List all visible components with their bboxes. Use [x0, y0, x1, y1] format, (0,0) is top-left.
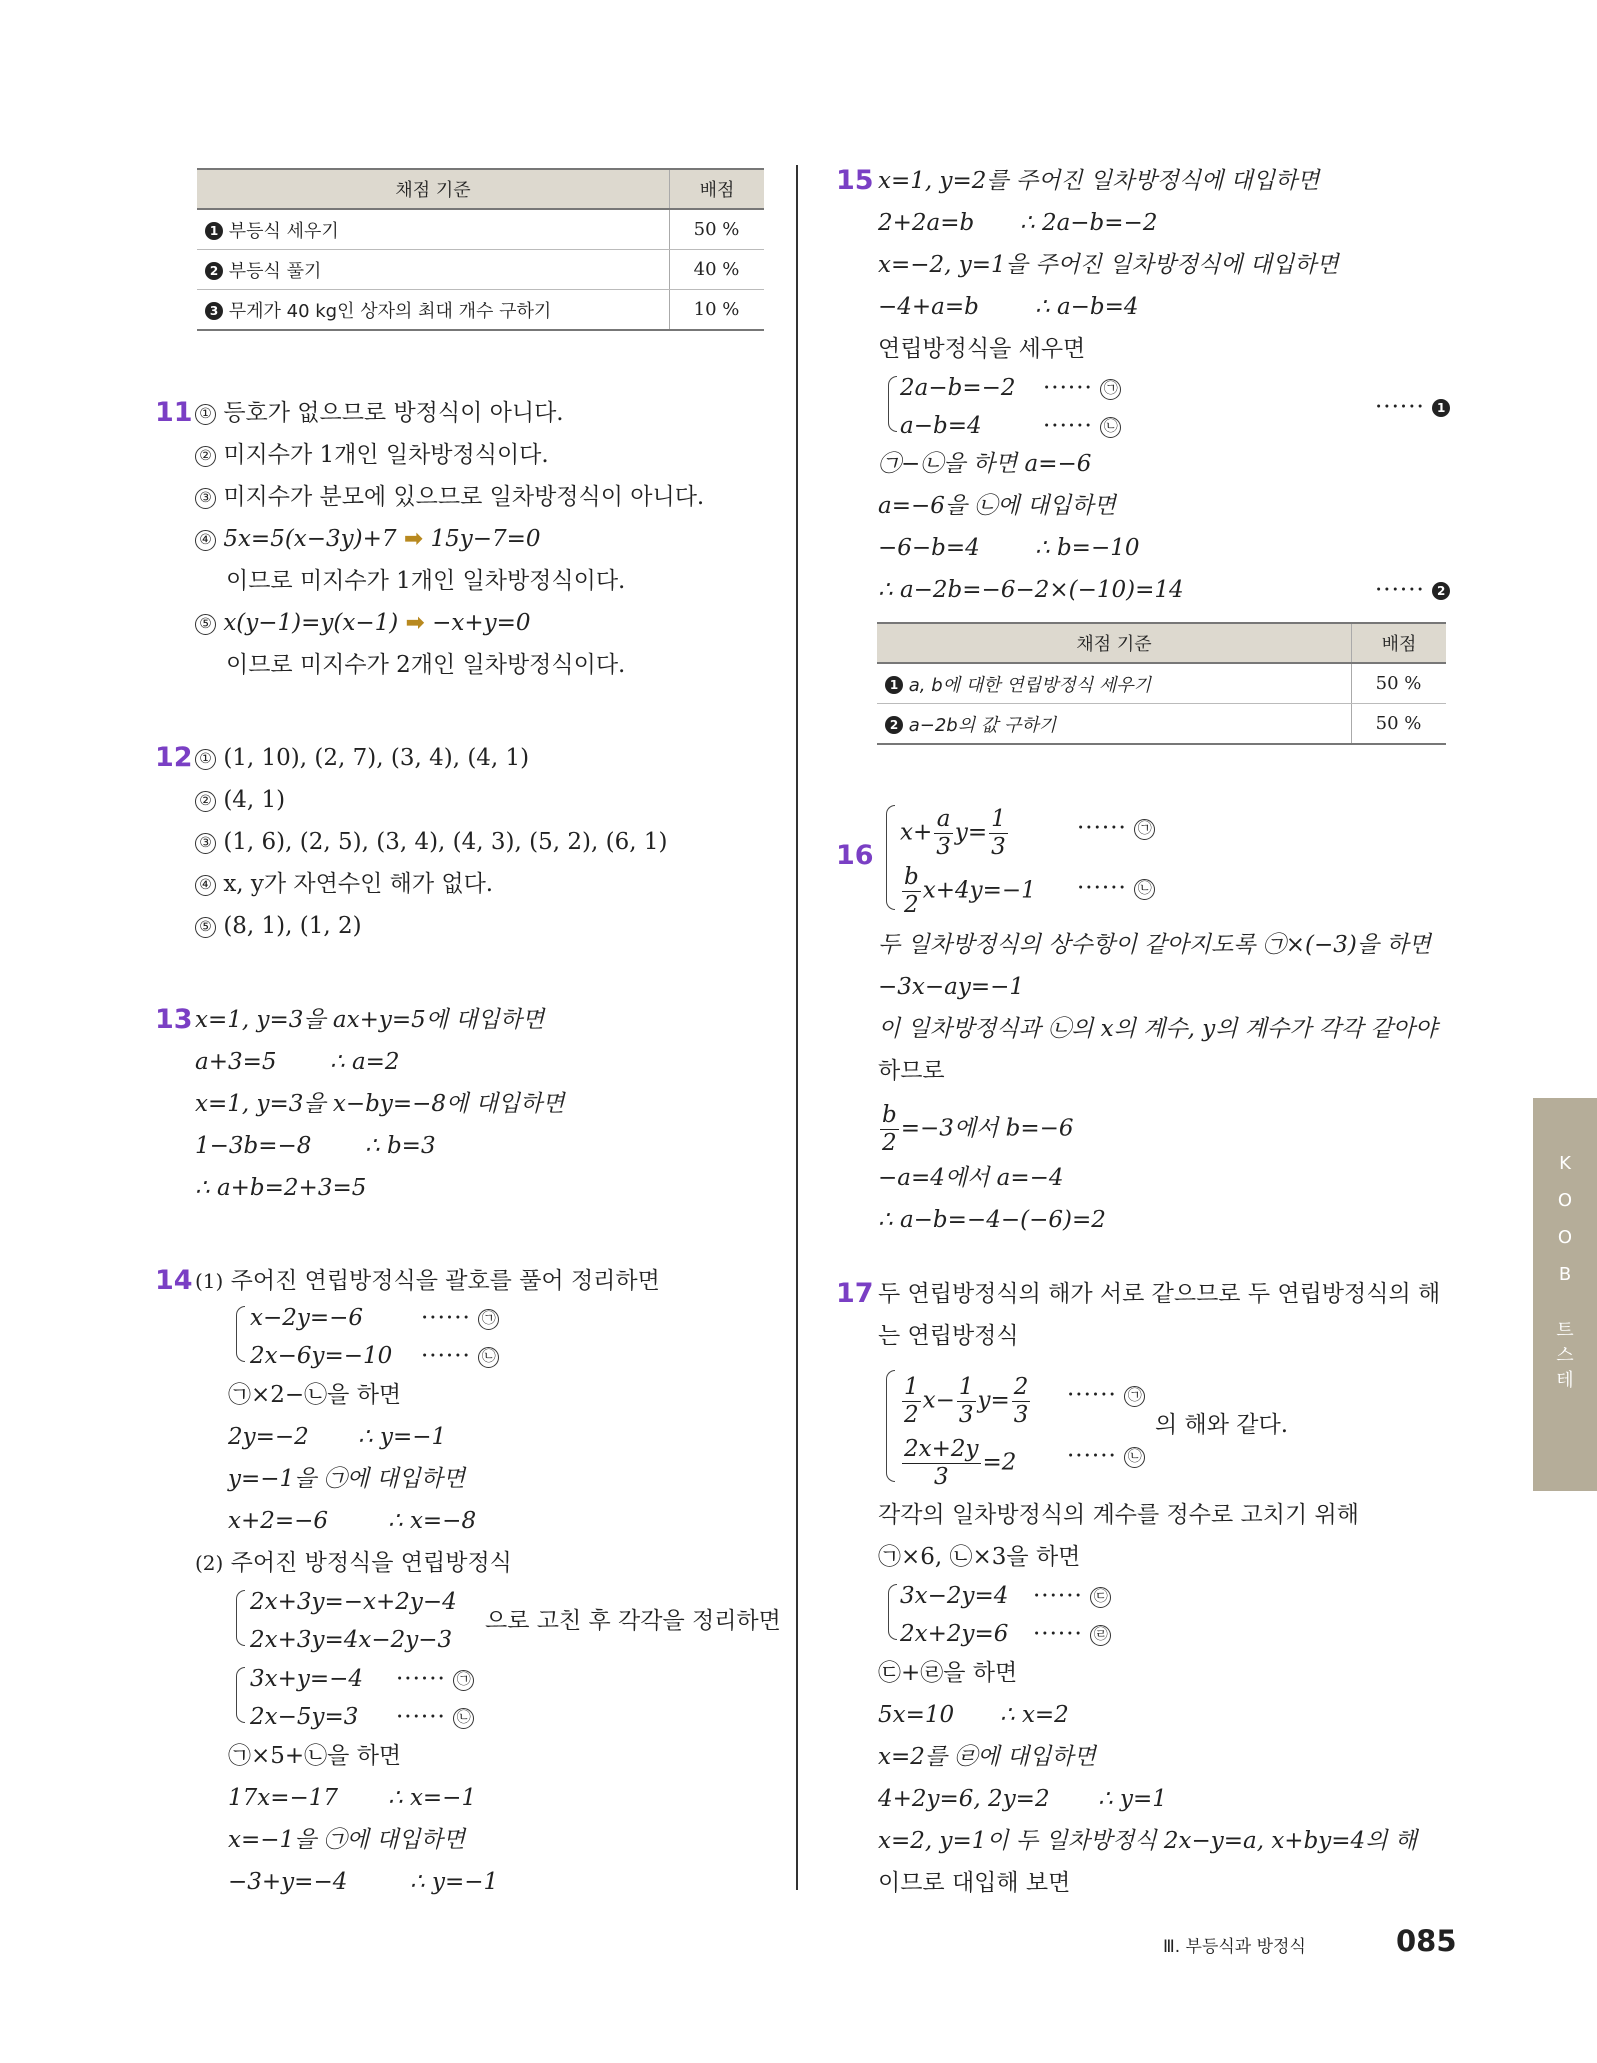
- criteria-label: 부등식 세우기: [228, 220, 339, 242]
- q17-line-2: 는 연립방정식: [878, 1323, 1019, 1349]
- step-marker: 1: [205, 222, 223, 240]
- q13-line-3: x=1, y=3을 x−by=−8에 대입하면: [195, 1091, 565, 1117]
- q12-line-2: ② (4, 1): [195, 785, 285, 815]
- q17-line-6: ㉢+㉣을 하면: [878, 1660, 1018, 1686]
- q17-line-10: x=2, y=1이 두 일차방정식 2x−y=a, x+by=4의 해: [878, 1828, 1417, 1854]
- tab-letter: 테: [1556, 1370, 1574, 1391]
- q15-line-9: ∴ a−2b=−6−2×(−10)=14: [878, 577, 1184, 603]
- q14-eq-4: 2x+3y=4x−2y−3: [250, 1627, 453, 1653]
- equation-brace: [888, 376, 897, 432]
- q17-eq-4-tag: ······ ㉣: [1033, 1619, 1111, 1649]
- table-row: [197, 209, 764, 250]
- side-tab: [1533, 1098, 1597, 1491]
- q16-line-6: −a=4에서 a=−4: [878, 1165, 1064, 1191]
- equation-brace: [888, 1584, 897, 1640]
- q14-eq-1-tag: ······ ㉠: [421, 1303, 499, 1333]
- q12-line-4: ④ x, y가 자연수인 해가 없다.: [195, 869, 493, 899]
- q13-line-2a: a+3=5: [195, 1049, 277, 1075]
- q14-line-2: ㉠×2−㉡을 하면: [228, 1382, 402, 1408]
- q17-line-3: 의 해와 같다.: [1155, 1412, 1289, 1438]
- q14-eq-5: 3x+y=−4: [250, 1666, 364, 1692]
- q13-line-5: ∴ a+b=2+3=5: [195, 1175, 367, 1201]
- q13-line-2b: ∴ a=2: [330, 1049, 400, 1075]
- problem-number-16: 16: [836, 840, 874, 871]
- q13-line-4b: ∴ b=3: [365, 1133, 436, 1159]
- step-mark-1: ······ 1: [1375, 392, 1450, 422]
- q13-line-4a: 1−3b=−8: [195, 1133, 312, 1159]
- q14-line-11b: ∴ y=−1: [410, 1869, 499, 1895]
- q14-line-11a: −3+y=−4: [228, 1869, 348, 1895]
- problem-number-11: 11: [155, 397, 193, 428]
- arrow-icon: ➡: [405, 610, 425, 636]
- tab-letter: O: [1557, 1190, 1573, 1211]
- q17-eq-3: 3x−2y=4: [900, 1583, 1009, 1609]
- column-divider: [796, 165, 798, 1890]
- q14-line-9b: ∴ x=−1: [388, 1785, 477, 1811]
- q14-line-10: x=−1을 ㉠에 대입하면: [228, 1827, 466, 1853]
- q16-line-2: −3x−ay=−1: [878, 974, 1025, 1000]
- choice-marker: ⑤: [195, 614, 216, 635]
- problem-number-17: 17: [836, 1278, 874, 1309]
- table-row: [197, 290, 764, 331]
- equation-brace: [236, 1306, 245, 1362]
- table-header-score: 배점: [670, 169, 765, 209]
- q15-line-5: 연립방정식을 세우면: [878, 336, 1086, 362]
- tab-letter: 스: [1556, 1345, 1574, 1366]
- equation-brace: [886, 1370, 895, 1482]
- score-value: 50 %: [1352, 704, 1447, 745]
- q17-line-1: 두 연립방정식의 해가 서로 같으므로 두 연립방정식의 해: [878, 1281, 1441, 1307]
- q14-line-5b: ∴ x=−8: [388, 1508, 477, 1534]
- score-value: 50 %: [1352, 663, 1447, 704]
- q15-line-2a: 2+2a=b: [878, 210, 975, 236]
- q14-eq-2: 2x−6y=−10: [250, 1343, 393, 1369]
- q11-line-4: ④ 5x=5(x−3y)+7 ➡ 15y−7=0: [195, 524, 541, 554]
- q17-line-9b: ∴ y=1: [1098, 1786, 1167, 1812]
- arrow-icon: ➡: [403, 526, 424, 552]
- q12-line-1: ① (1, 10), (2, 7), (3, 4), (4, 1): [195, 743, 529, 773]
- q17-eq-1: $\frac{1}{2}$ x− $\frac{1}{3}$ y= $\frac{2}{3}$: [904, 1374, 1029, 1428]
- q15-line-2b: ∴ 2a−b=−2: [1020, 210, 1158, 236]
- criteria-label: a, b에 대한 연립방정식 세우기: [908, 674, 1152, 696]
- q15-line-8b: ∴ b=−10: [1035, 535, 1140, 561]
- table-row: 2 a−2b의 값 구하기 50 %: [877, 704, 1446, 745]
- table-row: [197, 250, 764, 290]
- q16-line-1: 두 일차방정식의 상수항이 같아지도록 ㉠×(−3)을 하면: [878, 932, 1431, 958]
- choice-marker: ③: [195, 488, 216, 509]
- q12-line-5: ⑤ (8, 1), (1, 2): [195, 911, 362, 941]
- table-header-criteria: 채점 기준: [197, 169, 670, 209]
- q14-eq-5-tag: ······ ㉠: [396, 1664, 474, 1694]
- q14-eq-3: 2x+3y=−x+2y−4: [250, 1589, 457, 1615]
- criteria-label: 부등식 풀기: [228, 260, 322, 282]
- problem-number-13: 13: [155, 1004, 193, 1035]
- q17-eq-2: $\frac{2x+2y}{3}$ =2: [904, 1436, 1017, 1490]
- table-header-criteria: 채점 기준: [877, 623, 1352, 663]
- q11-line-6: ⑤ x(y−1)=y(x−1) ➡ −x+y=0: [195, 608, 531, 638]
- q15-line-3: x=−2, y=1을 주어진 일차방정식에 대입하면: [878, 252, 1339, 278]
- q17-line-11: 이므로 대입해 보면: [878, 1870, 1071, 1896]
- table-header-score: 배점: [1352, 623, 1447, 663]
- score-value: 40 %: [670, 250, 765, 290]
- page-number: 085: [1396, 1924, 1457, 1958]
- q15-line-1: x=1, y=2를 주어진 일차방정식에 대입하면: [878, 168, 1320, 194]
- choice-marker: ④: [195, 530, 216, 551]
- q15-eq-1-tag: ······ ㉠: [1043, 373, 1121, 403]
- tab-letter: B: [1558, 1264, 1572, 1285]
- q12-line-3: ③ (1, 6), (2, 5), (3, 4), (4, 3), (5, 2), (6, 1): [195, 827, 667, 857]
- step-marker: 2: [205, 262, 223, 280]
- score-value: 50 %: [670, 209, 765, 250]
- criteria-label: 무게가 40 kg인 상자의 최대 개수 구하기: [228, 300, 552, 322]
- q16-eq-2: $\frac{b}{2}$ x+4y=−1: [904, 864, 1036, 918]
- q11-line-5: 이므로 미지수가 1개인 일차방정식이다.: [226, 568, 626, 594]
- criteria-label: a−2b의 값 구하기: [908, 714, 1057, 736]
- q11-line-7: 이므로 미지수가 2개인 일차방정식이다.: [226, 652, 626, 678]
- equation-brace: [236, 1590, 245, 1646]
- choice-marker: ②: [195, 446, 216, 467]
- tab-letter: O: [1557, 1227, 1573, 1248]
- q11-line-1: ① 등호가 없으므로 방정식이 아니다.: [195, 398, 564, 428]
- q16-eq-1-tag: ······ ㉠: [1077, 813, 1155, 843]
- q16-line-7: ∴ a−b=−4−(−6)=2: [878, 1207, 1106, 1233]
- q17-line-4: 각각의 일차방정식의 계수를 정수로 고치기 위해: [878, 1502, 1359, 1528]
- q14-line-3a: 2y=−2: [228, 1424, 309, 1450]
- scoring-table-2: [877, 622, 1446, 745]
- equation-brace: [236, 1667, 245, 1723]
- scoring-table-1: [197, 168, 764, 331]
- q14-line-1: (1) 주어진 연립방정식을 괄호를 풀어 정리하면: [195, 1268, 660, 1294]
- q14-line-6: (2) 주어진 방정식을 연립방정식: [195, 1550, 512, 1576]
- q17-eq-3-tag: ······ ㉢: [1033, 1581, 1111, 1611]
- q17-eq-4: 2x+2y=6: [900, 1621, 1009, 1647]
- q17-eq-1-tag: ······ ㉠: [1067, 1380, 1145, 1410]
- q15-line-4a: −4+a=b: [878, 294, 979, 320]
- q15-line-7: a=−6을 ㉡에 대입하면: [878, 493, 1116, 519]
- q14-line-4: y=−1을 ㉠에 대입하면: [228, 1466, 466, 1492]
- q15-eq-1: 2a−b=−2: [900, 375, 1016, 401]
- q15-eq-2: a−b=4: [900, 413, 982, 439]
- q14-eq-2-tag: ······ ㉡: [421, 1341, 499, 1371]
- table-row: 1 a, b에 대한 연립방정식 세우기 50 %: [877, 663, 1446, 704]
- q17-eq-2-tag: ······ ㉡: [1067, 1441, 1145, 1471]
- tab-letter: K: [1559, 1153, 1571, 1174]
- q11-line-3: ③ 미지수가 분모에 있으므로 일차방정식이 아니다.: [195, 482, 704, 512]
- q16-line-4: 하므로: [878, 1058, 945, 1084]
- q14-line-7: 으로 고친 후 각각을 정리하면: [485, 1608, 781, 1634]
- q15-eq-2-tag: ······ ㉡: [1043, 411, 1121, 441]
- tab-letter: 트: [1556, 1320, 1574, 1341]
- q16-line-5: $\frac{b}{2}$ =−3에서 b=−6: [882, 1102, 1074, 1156]
- q16-eq-2-tag: ······ ㉡: [1077, 873, 1155, 903]
- q17-line-7b: ∴ x=2: [1000, 1702, 1069, 1728]
- choice-marker: ①: [195, 404, 216, 425]
- equation-brace: [886, 805, 895, 910]
- q13-line-1: x=1, y=3을 ax+y=5에 대입하면: [195, 1007, 545, 1033]
- score-value: 10 %: [670, 290, 765, 331]
- q15-line-4b: ∴ a−b=4: [1035, 294, 1139, 320]
- problem-number-15: 15: [836, 165, 874, 196]
- q16-line-3: 이 일차방정식과 ㉡의 x의 계수, y의 계수가 각각 같아야: [878, 1016, 1438, 1042]
- q11-line-2: ② 미지수가 1개인 일차방정식이다.: [195, 440, 549, 470]
- q14-line-9a: 17x=−17: [228, 1785, 339, 1811]
- q15-line-6: ㉠−㉡을 하면 a=−6: [878, 451, 1092, 477]
- footer-section-title: Ⅲ. 부등식과 방정식: [1163, 1937, 1306, 1957]
- q17-line-9a: 4+2y=6, 2y=2: [878, 1786, 1050, 1812]
- q14-line-5a: x+2=−6: [228, 1508, 329, 1534]
- q14-eq-6-tag: ······ ㉡: [396, 1702, 474, 1732]
- q14-line-3b: ∴ y=−1: [358, 1424, 447, 1450]
- q16-eq-1: x+ $\frac{a}{3}$ y= $\frac{1}{3}$: [900, 806, 1006, 860]
- q14-eq-1: x−2y=−6: [250, 1305, 364, 1331]
- q15-line-8a: −6−b=4: [878, 535, 980, 561]
- q14-eq-6: 2x−5y=3: [250, 1704, 359, 1730]
- problem-number-12: 12: [155, 742, 193, 773]
- q17-line-8: x=2를 ㉣에 대입하면: [878, 1744, 1096, 1770]
- q14-line-8: ㉠×5+㉡을 하면: [228, 1743, 402, 1769]
- q17-line-7a: 5x=10: [878, 1702, 955, 1728]
- step-mark-2: ······ 2: [1375, 575, 1450, 605]
- step-marker: 3: [205, 302, 223, 320]
- problem-number-14: 14: [155, 1265, 193, 1296]
- q17-line-5: ㉠×6, ㉡×3을 하면: [878, 1544, 1081, 1570]
